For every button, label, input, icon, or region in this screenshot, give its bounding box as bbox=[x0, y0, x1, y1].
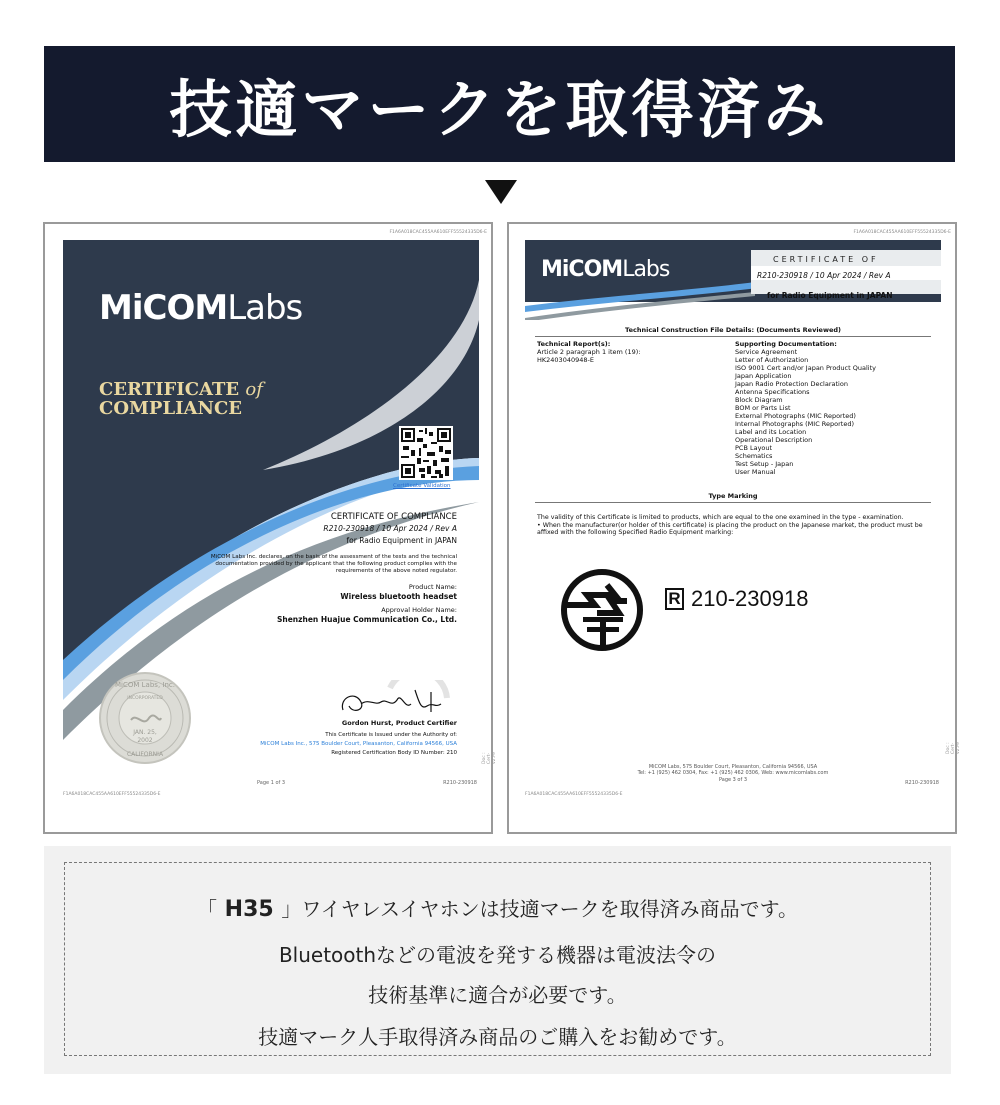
certificate-reference: R210-230918 / 10 Apr 2024 / Rev A bbox=[323, 524, 457, 533]
registered-body-id: Registered Certification Body ID Number: 210 bbox=[331, 750, 457, 756]
doc-id-top: F1A6A018CAC455AA610EFF55524335D6-E bbox=[853, 230, 951, 235]
page-number: Page 1 of 3 bbox=[257, 780, 286, 786]
certificate-page-1-content bbox=[63, 240, 479, 790]
product-name: Wireless bluetooth headset bbox=[340, 592, 457, 601]
certificate-page-3 bbox=[507, 222, 961, 834]
certificate-code: R210-230918 bbox=[443, 780, 477, 786]
down-arrow-icon bbox=[485, 180, 517, 204]
certificate-code: R210-230918 bbox=[905, 780, 939, 786]
validity-statement: The validity of this Certificate is limited to products, which are equal to the one examined in the type - examination. • When the manufacturer(or holder of this certificate) is placing the product on the Japanese market, the product must be affixed with the following Specified Radio Equipment marking: bbox=[537, 514, 923, 537]
issuing-authority: This Certificate is Issued under the Authority of: bbox=[325, 732, 457, 738]
signature-image bbox=[335, 680, 455, 720]
footer-address: MiCOM Labs, 575 Boulder Court, Pleasanton, California 94566, USA bbox=[648, 764, 818, 770]
footer-contact: Tel: +1 (925) 462 0304, Fax: +1 (925) 462 0306, Web: www.micomlabs.com bbox=[637, 770, 829, 776]
embossed-seal-image bbox=[99, 672, 191, 764]
signer-name: Gordon Hurst, Product Certifier bbox=[341, 719, 457, 727]
certificate-page-1 bbox=[43, 222, 497, 834]
micom-labs-logo: MiCOMLabs bbox=[99, 288, 303, 328]
description-panel bbox=[44, 846, 951, 1074]
certificate-heading: CERTIFICATE OF COMPLIANCE bbox=[330, 512, 457, 522]
certificate-of-compliance-title: CERTIFICATE of COMPLIANCE bbox=[99, 379, 263, 419]
technical-reports: Technical Report(s): Article 2 paragraph 1 item (19): HK2403040948-E bbox=[537, 340, 641, 364]
side-doc-id: Doc : Cert-v2.Fe bbox=[482, 751, 497, 764]
seal-date-text: JAN. 25, bbox=[133, 729, 157, 736]
description-line-1: 「 H35 」ワイヤレスイヤホンは技適マークを取得済み商品です。 bbox=[197, 897, 798, 922]
title-banner bbox=[44, 46, 955, 162]
page-number: Page 3 of 3 bbox=[718, 777, 748, 783]
seal-middle-text: INCORPORATED bbox=[127, 696, 163, 701]
model-name: H35 bbox=[217, 897, 282, 922]
doc-id-top: F1A6A018CAC455AA610EFF55524335D6-E bbox=[389, 230, 487, 235]
description-line-4: 技適マーク人手取得済み商品のご購入をお勧めです。 bbox=[258, 1025, 737, 1049]
doc-id-bottom: F1A6A018CAC455AA610EFF55524335D6-E bbox=[63, 792, 161, 797]
divider bbox=[535, 502, 931, 503]
product-name-label: Product Name: bbox=[408, 583, 457, 591]
giteki-mark-icon bbox=[557, 565, 647, 655]
side-doc-id: Doc : Cert-v2.Fe bbox=[946, 741, 961, 754]
seal-bottom-text: CALIFORNIA bbox=[126, 751, 164, 758]
micom-labs-logo: MiCOMLabs bbox=[541, 257, 670, 282]
approval-holder-label: Approval Holder Name: bbox=[381, 606, 457, 614]
certificate-validation-link[interactable]: Certificate Validation bbox=[393, 483, 451, 489]
approval-holder-name: Shenzhen Huajue Communication Co., Ltd. bbox=[276, 615, 457, 624]
type-marking-heading: Type Marking bbox=[708, 492, 758, 500]
tcf-heading: Technical Construction File Details: (Documents Reviewed) bbox=[625, 326, 841, 334]
certificate-scope: for Radio Equipment in JAPAN bbox=[767, 291, 893, 300]
banner-title: 技適マークを取得済み bbox=[169, 72, 830, 146]
radio-equipment-r-mark: R bbox=[665, 588, 684, 610]
seal-year-text: 2002 bbox=[137, 737, 153, 744]
supporting-documentation: Supporting Documentation: Service Agreement Letter of Authorization ISO 9001 Cert and/or Japan Product Quality Japan Application Japan Radio Protection Declaration Antenna Specifications Block Diagram BOM or Parts List External Photographs (MIC Reported) Internal Photographs (MIC Reported) Label and its Location Operational Description PCB Layout Schematics Test Setup - Japan User Manual bbox=[735, 340, 876, 476]
qr-code[interactable] bbox=[399, 426, 453, 480]
description-line-2: Bluetoothなどの電波を発する機器は電波法令の bbox=[278, 943, 717, 967]
certificate-scope: for Radio Equipment in JAPAN bbox=[346, 536, 457, 545]
certificate-declaration: MiCOM Labs Inc. declares, on the basis of the assessment of the tests and the technical documentation provided by the applicant that the following product complies with the requirements of the above noted regulator. bbox=[210, 554, 457, 574]
doc-id-bottom: F1A6A018CAC455AA610EFF55524335D6-E bbox=[525, 792, 623, 797]
certification-number: 210-230918 bbox=[691, 586, 809, 611]
certificate-banner-title: CERTIFICATE OF bbox=[773, 255, 879, 264]
description-box bbox=[64, 862, 931, 1056]
description-line-3: 技術基準に適合が必要です。 bbox=[368, 983, 627, 1007]
issuer-address: MiCOM Labs Inc., 575 Boulder Court, Pleasanton, California 94566, USA bbox=[260, 741, 457, 747]
certificate-page-3-content bbox=[525, 240, 941, 790]
certificate-reference: R210-230918 / 10 Apr 2024 / Rev A bbox=[757, 271, 891, 280]
divider bbox=[535, 336, 931, 337]
seal-top-text: MiCOM Labs, Inc. bbox=[115, 681, 175, 689]
